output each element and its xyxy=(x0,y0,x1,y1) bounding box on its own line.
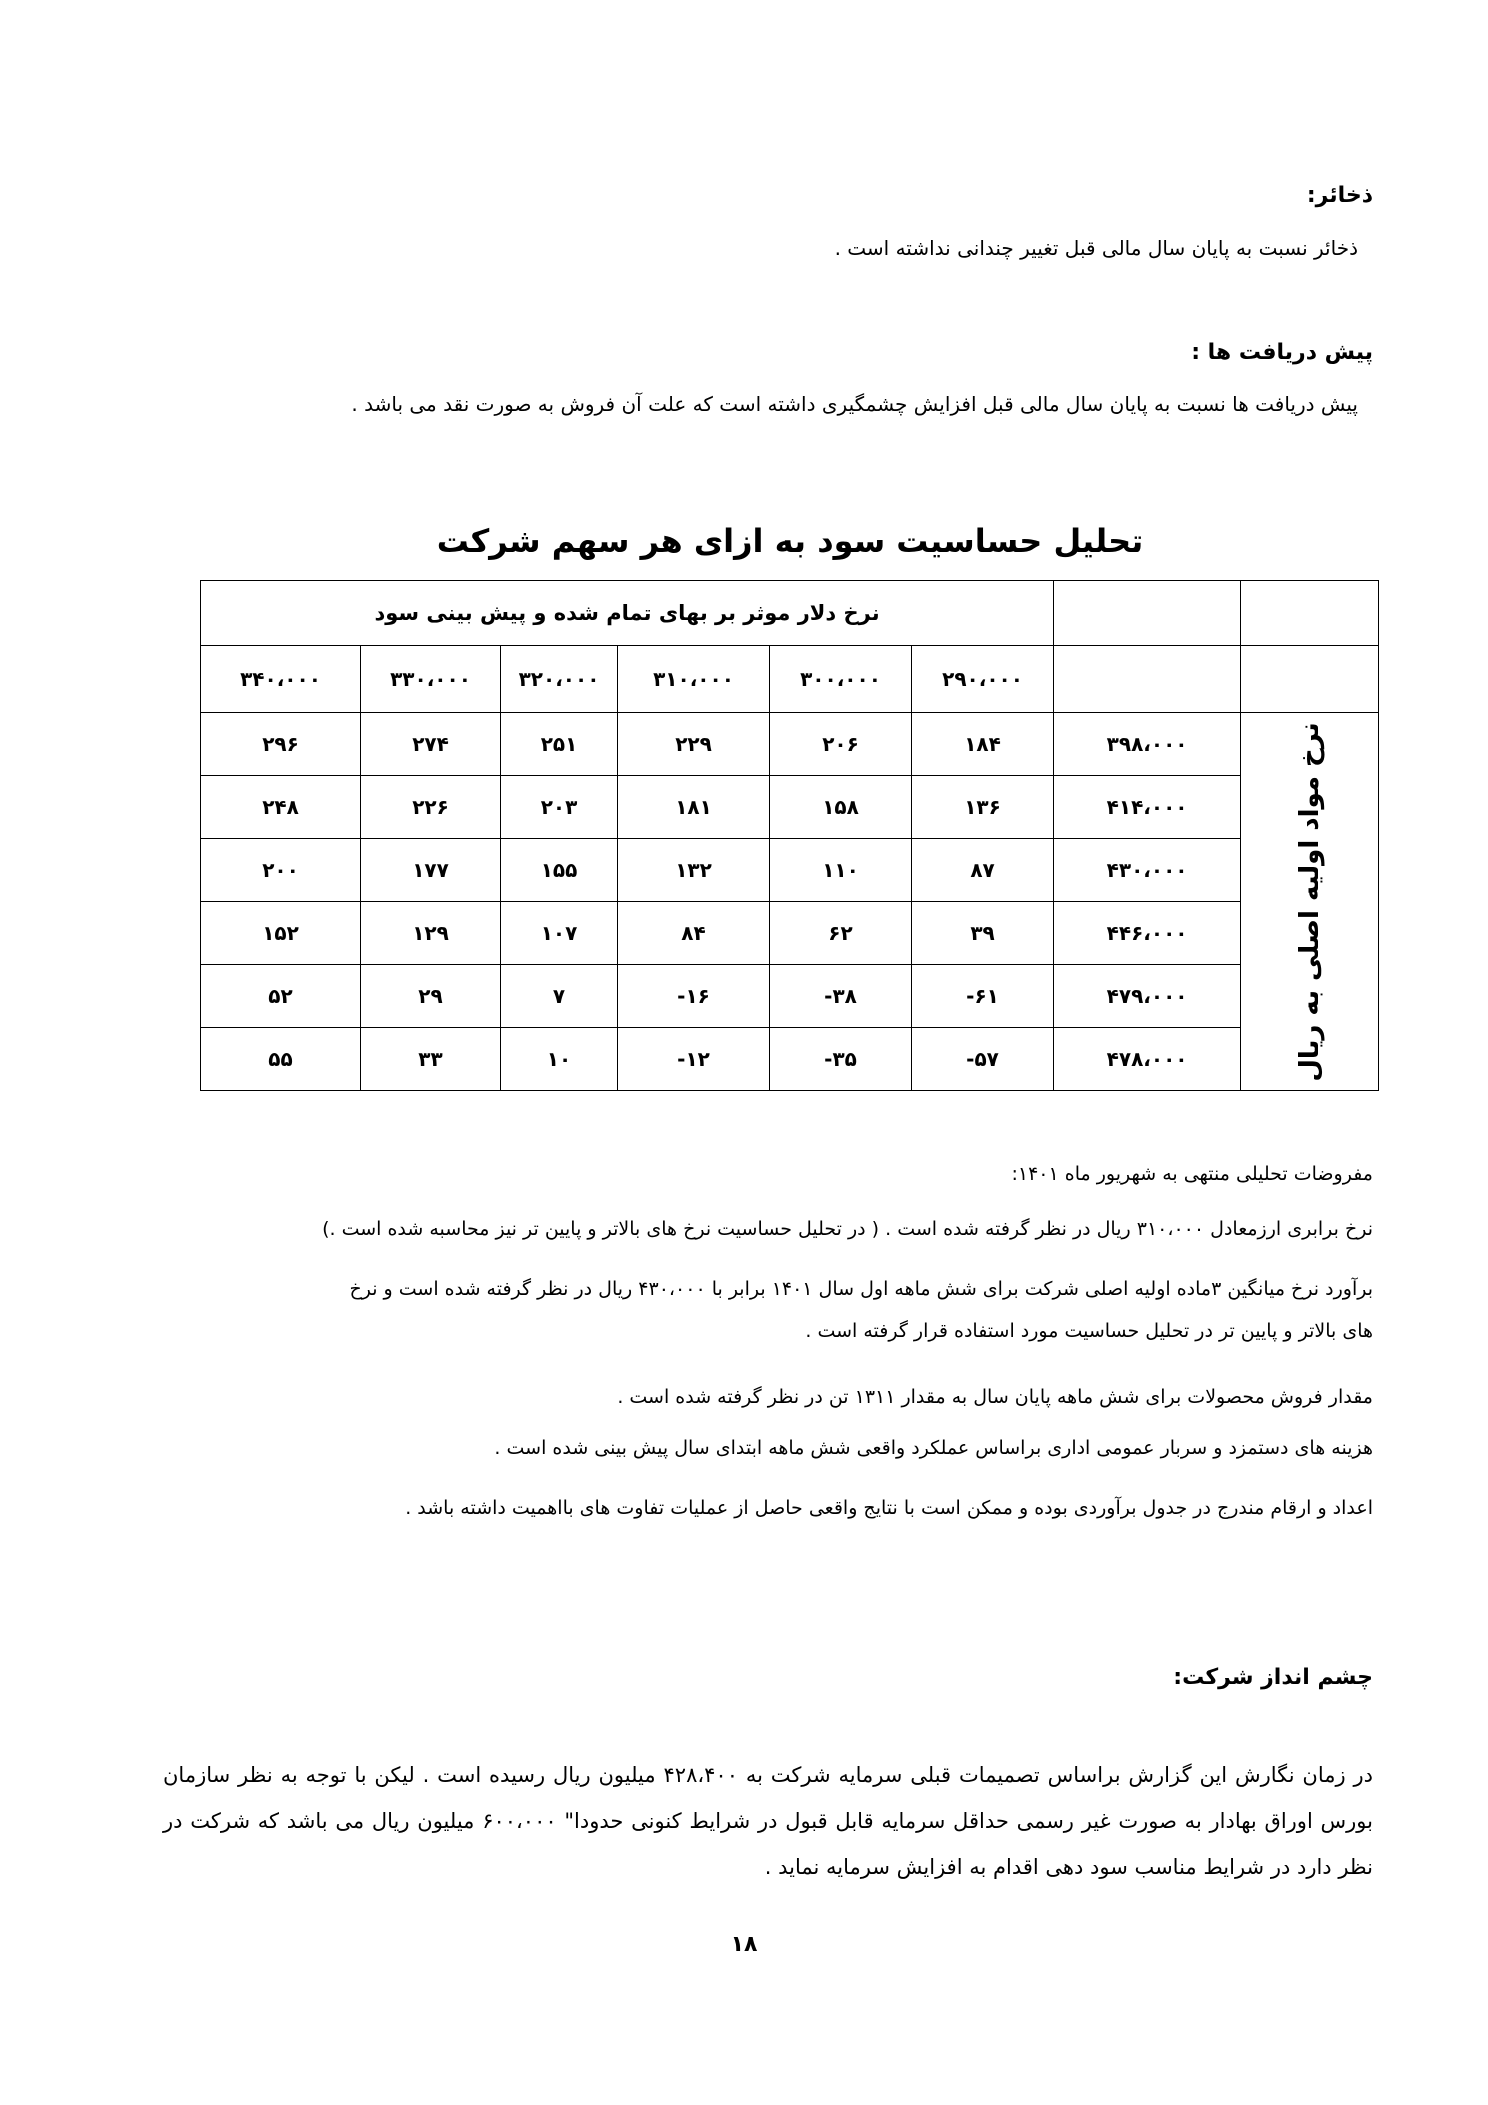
empty-cell xyxy=(1241,581,1379,646)
column-values-row xyxy=(201,646,1379,713)
table-title: تحلیل حساسیت سود به ازای هر سهم شرکت xyxy=(436,522,1144,560)
value-cell: ۱۵۵ xyxy=(501,839,618,902)
table-row xyxy=(201,902,1379,965)
value-cell: ۵۲ xyxy=(201,965,361,1028)
reserves-heading: ذخائر: xyxy=(1306,183,1373,208)
page-number: ۱۸ xyxy=(730,1932,758,1957)
value-cell: ۲۰۳ xyxy=(501,776,618,839)
column-header: ۳۴۰،۰۰۰ xyxy=(201,646,361,713)
value-cell: ۳۳ xyxy=(361,1028,501,1091)
value-cell: ۱۷۷ xyxy=(361,839,501,902)
prepayments-text: پیش دریافت ها نسبت به پایان سال مالی قبل افزایش چشمگیری داشته است که علت آن فروش به صورت نقد می باشد . xyxy=(351,392,1358,416)
assumption-line: هزینه های دستمزد و سربار عمومی اداری براساس عملکرد واقعی شش ماهه ابتدای سال پیش بینی شده است . xyxy=(494,1437,1373,1459)
column-header: ۳۱۰،۰۰۰ xyxy=(618,646,770,713)
value-cell: ۱۳۶ xyxy=(912,776,1054,839)
row-header: ۴۷۸،۰۰۰ xyxy=(1054,1028,1241,1091)
value-cell: ۸۷ xyxy=(912,839,1054,902)
column-header: ۳۰۰،۰۰۰ xyxy=(770,646,912,713)
value-cell: ۵۵ xyxy=(201,1028,361,1091)
row-header: ۴۷۹،۰۰۰ xyxy=(1054,965,1241,1028)
value-cell: ۸۴ xyxy=(618,902,770,965)
value-cell: ۱۵۲ xyxy=(201,902,361,965)
row-group-header-cell xyxy=(1241,713,1379,1091)
value-cell: ۲۹ xyxy=(361,965,501,1028)
value-cell: -۶۱ xyxy=(912,965,1054,1028)
column-group-header: نرخ دلار موثر بر بهای تمام شده و پیش بینی سود xyxy=(201,581,1054,646)
row-group-header: نرخ مواد اولیه اصلی به ریال xyxy=(1294,721,1325,1082)
value-cell: -۵۷ xyxy=(912,1028,1054,1091)
table-row xyxy=(201,839,1379,902)
value-cell: ۲۴۸ xyxy=(201,776,361,839)
value-cell: ۲۹۶ xyxy=(201,713,361,776)
value-cell: -۱۲ xyxy=(618,1028,770,1091)
value-cell: ۲۰۶ xyxy=(770,713,912,776)
value-cell: ۲۰۰ xyxy=(201,839,361,902)
value-cell: ۱۸۴ xyxy=(912,713,1054,776)
prepayments-heading: پیش دریافت ها : xyxy=(1191,340,1373,365)
value-cell: ۱۵۸ xyxy=(770,776,912,839)
outlook-text: در زمان نگارش این گزارش براساس تصمیمات قبلی سرمایه شرکت به ۴۲۸،۴۰۰ میلیون ریال رسیده است . لیکن با توجه به نظر سازمان بورس اوراق بهادار به صورت غیر رسمی حداقل سرمایه قابل قبول در شرایط کنونی حدودا" ۶۰۰،۰۰۰ میلیون ریال می باشد که شرکت در نظر دارد در شرایط مناسب سود دهی اقدام به افزایش سرمایه نماید . xyxy=(163,1763,1373,1879)
row-header: ۴۴۶،۰۰۰ xyxy=(1054,902,1241,965)
row-header: ۳۹۸،۰۰۰ xyxy=(1054,713,1241,776)
outlook-heading: چشم انداز شرکت: xyxy=(1173,1665,1373,1690)
row-header: ۴۱۴،۰۰۰ xyxy=(1054,776,1241,839)
value-cell: ۷ xyxy=(501,965,618,1028)
table-row xyxy=(201,776,1379,839)
value-cell: ۶۲ xyxy=(770,902,912,965)
assumption-line: نرخ برابری ارزمعادل ۳۱۰،۰۰۰ ریال در نظر گرفته شده است . ( در تحلیل حساسیت نرخ های بالاتر و پایین تر نیز محاسبه شده است .) xyxy=(322,1218,1373,1240)
column-header: ۳۲۰،۰۰۰ xyxy=(501,646,618,713)
row-header: ۴۳۰،۰۰۰ xyxy=(1054,839,1241,902)
value-cell: ۲۵۱ xyxy=(501,713,618,776)
sensitivity-table xyxy=(200,580,1379,1091)
value-cell: ۲۷۴ xyxy=(361,713,501,776)
assumption-line: برآورد نرخ میانگین ۳ماده اولیه اصلی شرکت برای شش ماهه اول سال ۱۴۰۱ برابر با ۴۳۰،۰۰۰ ریال در نظر گرفته شده است و نرخ xyxy=(349,1278,1373,1300)
table-row xyxy=(201,713,1379,776)
empty-cell xyxy=(1241,646,1379,713)
empty-cell xyxy=(1054,646,1241,713)
value-cell: -۱۶ xyxy=(618,965,770,1028)
value-cell: ۱۱۰ xyxy=(770,839,912,902)
value-cell: ۱۰ xyxy=(501,1028,618,1091)
assumptions-intro: مفروضات تحلیلی منتهی به شهریور ماه ۱۴۰۱: xyxy=(1011,1163,1373,1185)
value-cell: ۱۰۷ xyxy=(501,902,618,965)
reserves-text: ذخائر نسبت به پایان سال مالی قبل تغییر چندانی نداشته است . xyxy=(834,236,1358,260)
table-row xyxy=(201,965,1379,1028)
table-header-row xyxy=(201,581,1379,646)
assumption-line: مقدار فروش محصولات برای شش ماهه پایان سال به مقدار ۱۳۱۱ تن در نظر گرفته شده است . xyxy=(617,1386,1373,1408)
assumption-line: های بالاتر و پایین تر در تحلیل حساسیت مورد استفاده قرار گرفته است . xyxy=(805,1320,1373,1342)
value-cell: -۳۸ xyxy=(770,965,912,1028)
table-row xyxy=(201,1028,1379,1091)
column-header: ۳۳۰،۰۰۰ xyxy=(361,646,501,713)
column-header: ۲۹۰،۰۰۰ xyxy=(912,646,1054,713)
value-cell: ۱۲۹ xyxy=(361,902,501,965)
assumption-line: اعداد و ارقام مندرج در جدول برآوردی بوده و ممکن است با نتایج واقعی حاصل از عملیات تفاوت های بااهمیت داشته باشد . xyxy=(405,1497,1373,1519)
value-cell: ۱۸۱ xyxy=(618,776,770,839)
value-cell: ۲۲۶ xyxy=(361,776,501,839)
empty-cell xyxy=(1054,581,1241,646)
value-cell: ۲۲۹ xyxy=(618,713,770,776)
value-cell: ۳۹ xyxy=(912,902,1054,965)
value-cell: ۱۳۲ xyxy=(618,839,770,902)
value-cell: -۳۵ xyxy=(770,1028,912,1091)
